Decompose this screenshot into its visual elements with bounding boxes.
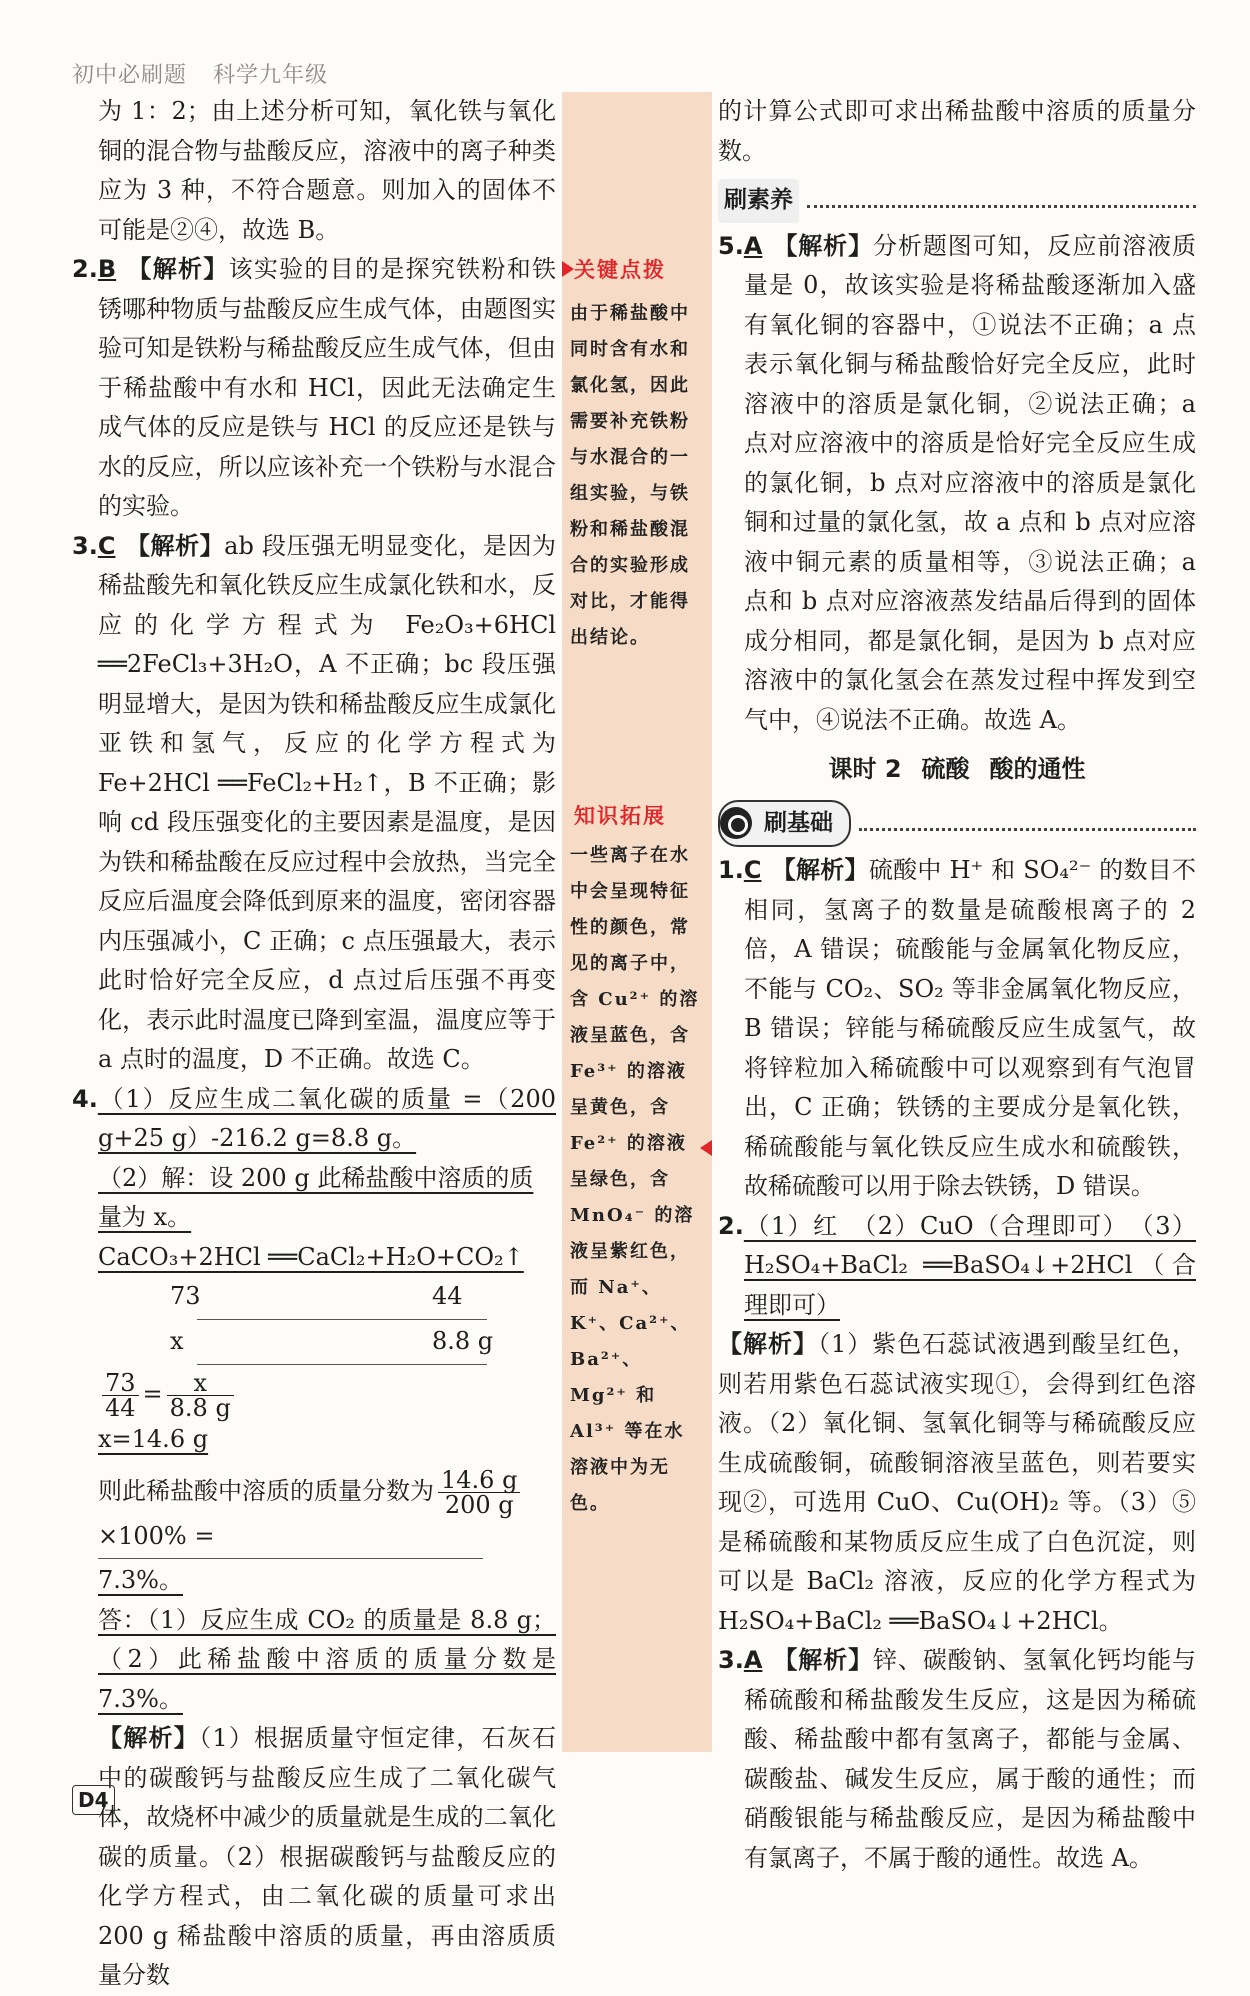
header-subject: 科学九年级	[213, 63, 329, 88]
q4-analysis	[72, 1719, 556, 1996]
q4-part1	[72, 1080, 556, 1159]
answer-text: （1）红 （2）CuO（合理即可） （3）H₂SO₄+BaCl₂ ══BaSO₄↓+2HCl（合理即可）	[743, 1211, 1196, 1319]
q4-part1-text: （1）反应生成二氧化碳的质量 =（200 g+25 g）-216.2 g=8.8 g。	[97, 1084, 556, 1152]
question-number: 5.	[718, 231, 744, 260]
question-number: 2.	[72, 255, 98, 283]
left-column	[72, 92, 556, 1996]
tip-text-knowledge: 一些离子在水中会呈现特征性的颜色，常见的离子中，含 Cu²⁺ 的溶液呈蓝色，含 Fe³⁺ 的溶液呈黄色，含 Fe²⁺ 的溶液呈绿色，含 MnO₄⁻ 的溶液呈紫红色，而 Na⁺、K⁺、Ca²⁺、Ba²⁺、Mg²⁺ 和 Al³⁺ 等在水溶液中为无色。	[570, 845, 700, 1514]
mass-fraction: 则此稀盐酸中溶质的质量分数为 $\frac{14.6 g}{200 g}$ ×100% =	[72, 1468, 556, 1557]
dotted-rule	[807, 193, 1196, 208]
section-label: 刷素养	[718, 179, 799, 223]
lesson-title: 课时 2 硫酸 酸的通性	[828, 755, 1086, 783]
analysis-tag: 【解析】	[98, 1724, 200, 1752]
x-value: x=14.6 g	[98, 1425, 209, 1453]
arrow-left-icon	[700, 1140, 712, 1156]
header-book: 初中必刷题	[72, 63, 188, 88]
chemical-equation: CaCO₃+2HCl ══CaCl₂+H₂O+CO₂↑	[98, 1242, 524, 1271]
page-number: D4	[72, 1785, 115, 1815]
question-3-right	[718, 1641, 1196, 1878]
ratio-row-2	[72, 1322, 556, 1362]
fraction: $\frac{73}{44}$	[102, 1371, 139, 1420]
analysis-text: 硫酸中 H⁺ 和 SO₄²⁻ 的数目不相同，氢离子的数量是硫酸根离子的 2 倍，A 错误；硫酸能与金属氧化物反应，不能与 CO₂、SO₂ 等非金属氧化物反应，B 错误；锌能与稀硫酸反应生成氢气，故将锌粒加入稀硫酸中可以观察到有气泡冒出，C 正确；铁锈的主要成分是氧化铁，稀硫酸能与氧化铁反应生成水和硫酸铁，故稀硫酸可以用于除去铁锈，D 错误。	[744, 856, 1197, 1200]
tip-title-key-points: 关键点拨	[574, 258, 666, 282]
q2-analysis	[718, 1325, 1196, 1641]
question-number: 1.	[718, 856, 744, 884]
dotted-rule	[859, 816, 1196, 831]
analysis-tag: 【解析】	[125, 531, 225, 560]
right-column	[718, 92, 1196, 1878]
analysis-tag: 【解析】	[718, 1330, 818, 1358]
question-number: 3.	[72, 531, 98, 560]
divider	[197, 1319, 487, 1320]
analysis-tag: 【解析】	[772, 1646, 873, 1674]
analysis-text: （1）根据质量守恒定律，石灰石中的碳酸钙与盐酸反应生成了二氧化碳气体，故烧杯中减少的质量就是生成的二氧化碳的质量。（2）根据碳酸钙与盐酸反应的化学方程式，由二氧化碳的质量可求出 200 g 稀盐酸中溶质的质量，再由溶质质量分数	[98, 1724, 557, 1989]
arrow-right-icon	[562, 261, 574, 277]
basics-badge	[718, 800, 851, 848]
answer-letter: A	[743, 231, 763, 260]
final-answer: 答：（1）反应生成 CO₂ 的质量是 8.8 g；（2）此稀盐酸中溶质的质量分数是 7.3%。	[98, 1605, 556, 1713]
analysis-text: 锌、碳酸钠、氢氧化钙均能与稀硫酸和稀盐酸发生反应，这是因为稀硫酸、稀盐酸中都有氢离子，都能与金属、碳酸盐、碱发生反应，属于酸的通性；而硝酸银能与稀盐酸反应，是因为稀盐酸中有氯离子，不属于酸的通性。故选 A。	[744, 1646, 1197, 1872]
question-3	[72, 527, 556, 1080]
answer-letter: B	[97, 255, 117, 283]
section-label: 刷基础	[764, 809, 833, 836]
analysis-tag: 【解析】	[771, 856, 869, 884]
analysis-tag: 【解析】	[126, 255, 229, 283]
q1-continuation: 为 1：2；由上述分析可知，氧化铁与氧化铜的混合物与盐酸反应，溶液中的离子种类应为 3 种，不符合题意。则加入的固体不可能是②④，故选 B。	[98, 97, 556, 244]
ratio-co2: 44	[432, 1282, 463, 1310]
divider	[197, 1364, 487, 1365]
question-number: 3.	[718, 1646, 744, 1674]
tip-text-key-points: 由于稀盐酸中同时含有水和氯化氢，因此需要补充铁粉与水混合的一组实验，与铁粉和稀盐酸混合的实验形成对比，才能得出结论。	[570, 303, 690, 648]
q4-part2: （2）解：设 200 g 此稀盐酸中溶质的质量为 x。	[98, 1163, 534, 1231]
analysis-text: ab 段压强无明显变化，是因为稀盐酸先和氧化铁反应生成氯化铁和水，反应的化学方程式为 Fe₂O₃+6HCl ══2FeCl₃+3H₂O，A 不正确；bc 段压强明显增大，是因为铁和稀盐酸反应生成氯化亚铁和氢气，反应的化学方程式为 Fe+2HCl ══FeCl₂+H₂↑，B 不正确；影响 cd 段压强变化的主要因素是温度，是因为铁和稀盐酸在反应过程中会放热，当完全反应后温度会降低到原来的温度，密闭容器内压强减小，C 正确；c 点压强最大，表示此时恰好完全反应，d 点过后压强不再变化，表示此时温度已降到室温，温度应等于 a 点时的温度，D 不正确。故选 C。	[98, 531, 556, 1073]
pencil-circle-icon	[720, 807, 752, 839]
section-header-literacy	[718, 179, 1196, 223]
answer-letter: C	[97, 531, 116, 560]
fraction: $\frac{x}{8.8 g}$	[167, 1371, 234, 1420]
question-5	[718, 227, 1196, 741]
analysis-tag: 【解析】	[772, 231, 873, 260]
proportion: $\frac{73}{44}$ = $\frac{x}{8.8 g}$	[72, 1371, 556, 1420]
q4-analysis-continuation: 的计算公式即可求出稀盐酸中溶质的质量分数。	[718, 97, 1196, 165]
ratio-x: x	[170, 1327, 184, 1355]
fraction: $\frac{14.6 g}{200 g}$	[438, 1468, 520, 1517]
question-2-right	[718, 1207, 1196, 1326]
question-1	[718, 851, 1196, 1207]
question-number: 4.	[72, 1084, 98, 1113]
divider	[98, 1558, 483, 1559]
question-2	[72, 250, 556, 527]
analysis-text: 分析题图可知，反应前溶液质量是 0，故该实验是将稀盐酸逐渐加入盛有氧化铜的容器中，①说法不正确；a 点表示氧化铜与稀盐酸恰好完全反应，此时溶液中的溶质是氯化铜，②说法正确；a 点对应溶液中的溶质是恰好完全反应生成的氯化铜，b 点对应溶液中的溶质是氯化铜和过量的氯化氢，故 a 点和 b 点对应溶液中铜元素的质量相等，③说法正确；a 点和 b 点对应溶液蒸发结晶后得到的固体成分相同，都是氯化铜，是因为 b 点对应溶液中的氯化氢会在蒸发过程中挥发到空气中，④说法不正确。故选 A。	[744, 231, 1197, 734]
question-4	[72, 1080, 556, 1996]
answer-letter: C	[743, 856, 762, 884]
running-header	[72, 58, 346, 89]
tip-title-knowledge: 知识拓展	[574, 804, 666, 828]
analysis-text: 该实验的目的是探究铁粉和铁锈哪种物质与盐酸反应生成气体，由题图实验可知是铁粉与稀盐酸反应生成气体，但由于稀盐酸中有水和 HCl，因此无法确定生成气体的反应是铁与 HCl 的反应还是铁与水的反应，所以应该补充一个铁粉与水混合的实验。	[98, 255, 557, 520]
question-number: 2.	[718, 1211, 744, 1240]
section-header-basics	[718, 800, 1196, 848]
answer-letter: A	[743, 1646, 763, 1674]
result: 7.3%。	[98, 1566, 183, 1594]
ratio-mass: 8.8 g	[432, 1327, 494, 1355]
ratio-caco3: 73	[170, 1282, 201, 1310]
ratio-row-1	[72, 1277, 556, 1317]
analysis-text: （1）紫色石蕊试液遇到酸呈红色，则若用紫色石蕊试液实现①，会得到红色溶液。（2）氧化铜、氢氧化铜等与稀硫酸反应生成硫酸铜，硫酸铜溶液呈蓝色，则若要实现②，可选用 CuO、Cu(OH)₂ 等。（3）⑤是稀硫酸和某物质反应生成了白色沉淀，则可以是 BaCl₂ 溶液，反应的化学方程式为 H₂SO₄+BaCl₂ ══BaSO₄↓+2HCl。	[718, 1330, 1196, 1635]
